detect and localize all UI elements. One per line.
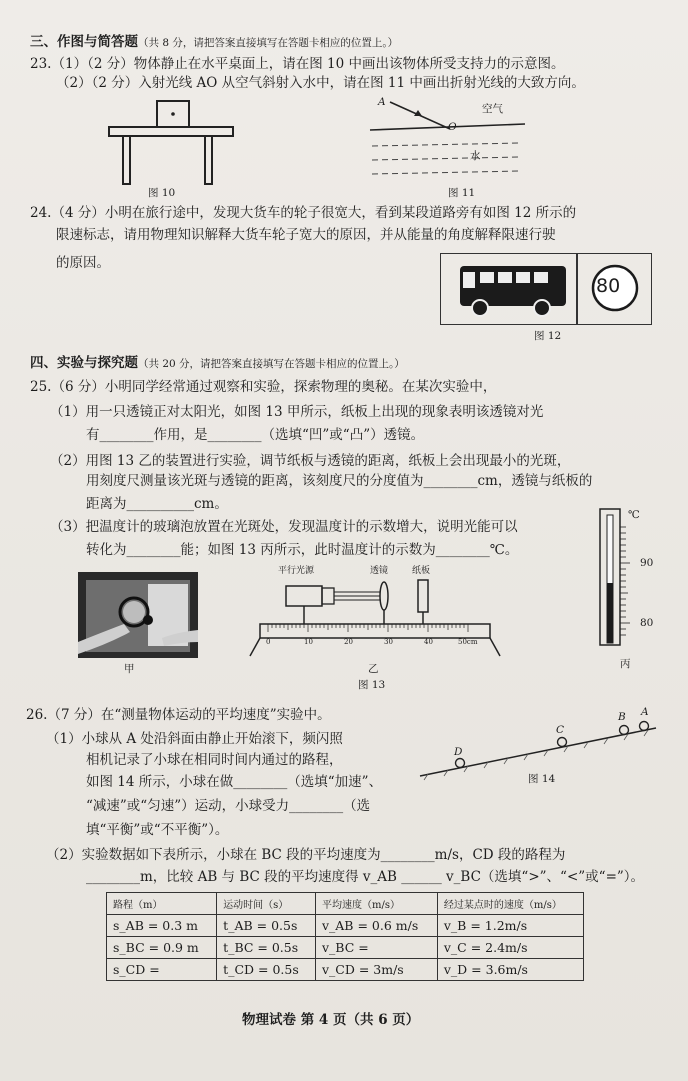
fig12-caption: 图 12 — [534, 330, 562, 342]
section3-header — [30, 33, 398, 52]
label-jia: 甲 — [124, 663, 135, 675]
table-row — [107, 937, 584, 959]
q23-number: 23. — [30, 56, 52, 72]
q26-p1-line4: “减速”或“匀速”）运动，小球受力________（选 — [86, 798, 371, 814]
thermometer-icon — [596, 505, 636, 655]
section4-heading: 四、实验与探究题 — [30, 355, 138, 371]
ruler-tick-label: 40 — [424, 638, 433, 646]
table-cell: t_BC = 0.5s — [217, 937, 316, 959]
table-row — [107, 959, 584, 981]
page-footer: 物理试卷 第 4 页（共 6 页） — [242, 1012, 420, 1028]
table-cell: v_D = 3.6m/s — [437, 959, 583, 981]
table-cell: v_C = 2.4m/s — [437, 937, 583, 959]
section4-note: （共 20 分，请把答案直接填写在答题卡相应的位置上。） — [138, 358, 405, 370]
table-cell: t_AB = 0.5s — [217, 915, 316, 937]
ruler-tick-label: 0 — [266, 638, 271, 646]
q23-part1-text: （1）（2 分）物体静止在水平桌面上，请在图 10 中画出该物体所受支持力的示意图。 — [51, 56, 565, 72]
q25-p2-line2: 用刻度尺测量该光斑与透镜的距离，该刻度尺的分度值为________cm，透镜与纸板的 — [86, 473, 593, 489]
table-cell: t_CD = 0.5s — [217, 959, 316, 981]
label-parallel-light: 平行光源 — [278, 566, 315, 576]
ruler-tick-label: 50cm — [458, 638, 478, 646]
table-header-cell: 经过某点时的速度（m/s） — [437, 893, 583, 915]
label-board: 纸板 — [412, 566, 431, 576]
truck-icon — [452, 262, 572, 318]
thermo-mark-90: 90 — [640, 557, 654, 569]
q24-line2: 限速标志，请用物理知识解释大货车轮子宽大的原因，并从能量的角度解释限速行驶 — [56, 227, 556, 243]
thermo-mark-80: 80 — [640, 617, 654, 629]
table-cell: v_BC = — [315, 937, 437, 959]
table-row — [107, 915, 584, 937]
table-cell: v_B = 1.2m/s — [437, 915, 583, 937]
fig10-caption: 图 10 — [148, 187, 176, 199]
q26-p1-line1: （1）小球从 A 处沿斜面由静止开始滚下，频闪照 — [46, 731, 343, 747]
table-cell: s_CD = — [107, 959, 217, 981]
speed-limit-value: 80 — [596, 275, 621, 297]
fig14-label-a: A — [641, 706, 649, 718]
fig11-caption: 图 11 — [448, 187, 476, 199]
fig13-jia-photo — [78, 572, 198, 658]
q25-p2-line3: 距离为__________cm。 — [86, 496, 228, 512]
label-bing: 丙 — [620, 658, 631, 670]
section3-note: （共 8 分，请把答案直接填写在答题卡相应的位置上。） — [138, 37, 399, 49]
table-cell: v_CD = 3m/s — [315, 959, 437, 981]
q23-part1 — [30, 55, 564, 73]
label-lens: 透镜 — [370, 566, 389, 576]
fig14-label-b: B — [618, 711, 626, 723]
table-cell: s_BC = 0.9 m — [107, 937, 217, 959]
q23-part2: （2）（2 分）入射光线 AO 从空气斜射入水中，请在图 11 中画出折射光线的大致方向。 — [56, 75, 585, 91]
ruler-tick-label: 10 — [304, 638, 313, 646]
fig13-caption: 图 13 — [358, 679, 386, 691]
q24-line1: 24.（4 分）小明在旅行途中，发现大货车的轮子很宽大，看到某段道路旁有如图 12 所示的 — [30, 205, 577, 221]
fig11-label-water: 水 — [470, 150, 481, 162]
section4-header — [30, 354, 405, 373]
table-cell: s_AB = 0.3 m — [107, 915, 217, 937]
data-table — [106, 892, 584, 981]
fig14-label-c: C — [556, 724, 565, 736]
q25-intro: 25.（6 分）小明同学经常通过观察和实验，探索物理的奥秘。在某次实验中， — [30, 379, 497, 395]
label-yi: 乙 — [368, 663, 379, 675]
ruler-tick-label: 30 — [384, 638, 393, 646]
fig11-label-o: O — [448, 121, 457, 133]
q26-intro: 26.（7 分）在“测量物体运动的平均速度”实验中。 — [26, 707, 331, 723]
q26-p2-line2: ________m，比较 AB 与 BC 段的平均速度得 v_AB ______ v_BC（选填“>”、“<”或“=”）。 — [86, 869, 645, 885]
fig11-label-air: 空气 — [482, 103, 503, 115]
fig11-refraction-diagram — [370, 94, 530, 189]
q24-line3: 的原因。 — [56, 255, 110, 271]
fig13-yi-apparatus — [250, 572, 500, 662]
thermo-unit: ℃ — [628, 509, 640, 521]
section3-heading: 三、作图与简答题 — [30, 34, 138, 50]
q25-p1-line2: 有________作用，是________（选填“凹”或“凸”）透镜。 — [86, 427, 425, 443]
q26-p2-line1: （2）实验数据如下表所示，小球在 BC 段的平均速度为________m/s，CD 段的路程为 — [46, 847, 566, 863]
fig14-label-d: D — [454, 746, 463, 758]
fig10-table-diagram — [105, 98, 240, 190]
q26-p1-line3: 如图 14 所示，小球在做________（选填“加速”、 — [86, 774, 383, 790]
q26-p1-line5: 填“平衡”或“不平衡”）。 — [86, 822, 229, 838]
fig11-label-a: A — [378, 96, 386, 108]
q25-p2-line1: （2）用图 13 乙的装置进行实验，调节纸板与透镜的距离，纸板上会出现最小的光斑， — [50, 453, 571, 469]
table-cell: v_AB = 0.6 m/s — [315, 915, 437, 937]
ruler-tick-label: 20 — [344, 638, 353, 646]
table-header-row — [107, 893, 584, 915]
q25-p3-line2: 转化为________能；如图 13 丙所示，此时温度计的示数为________℃。 — [86, 542, 519, 558]
table-header-cell: 平均速度（m/s） — [315, 893, 437, 915]
table-header-cell: 路程（m） — [107, 893, 217, 915]
fig14-caption: 图 14 — [528, 773, 556, 785]
table-header-cell: 运动时间（s） — [217, 893, 316, 915]
q25-p3-line1: （3）把温度计的玻璃泡放置在光斑处，发现温度计的示数增大，说明光能可以 — [50, 519, 518, 535]
q26-p1-line2: 相机记录了小球在相同时间内通过的路程， — [86, 752, 343, 768]
q25-p1-line1: （1）用一只透镜正对太阳光，如图 13 甲所示，纸板上出现的现象表明该透镜对光 — [50, 404, 544, 420]
